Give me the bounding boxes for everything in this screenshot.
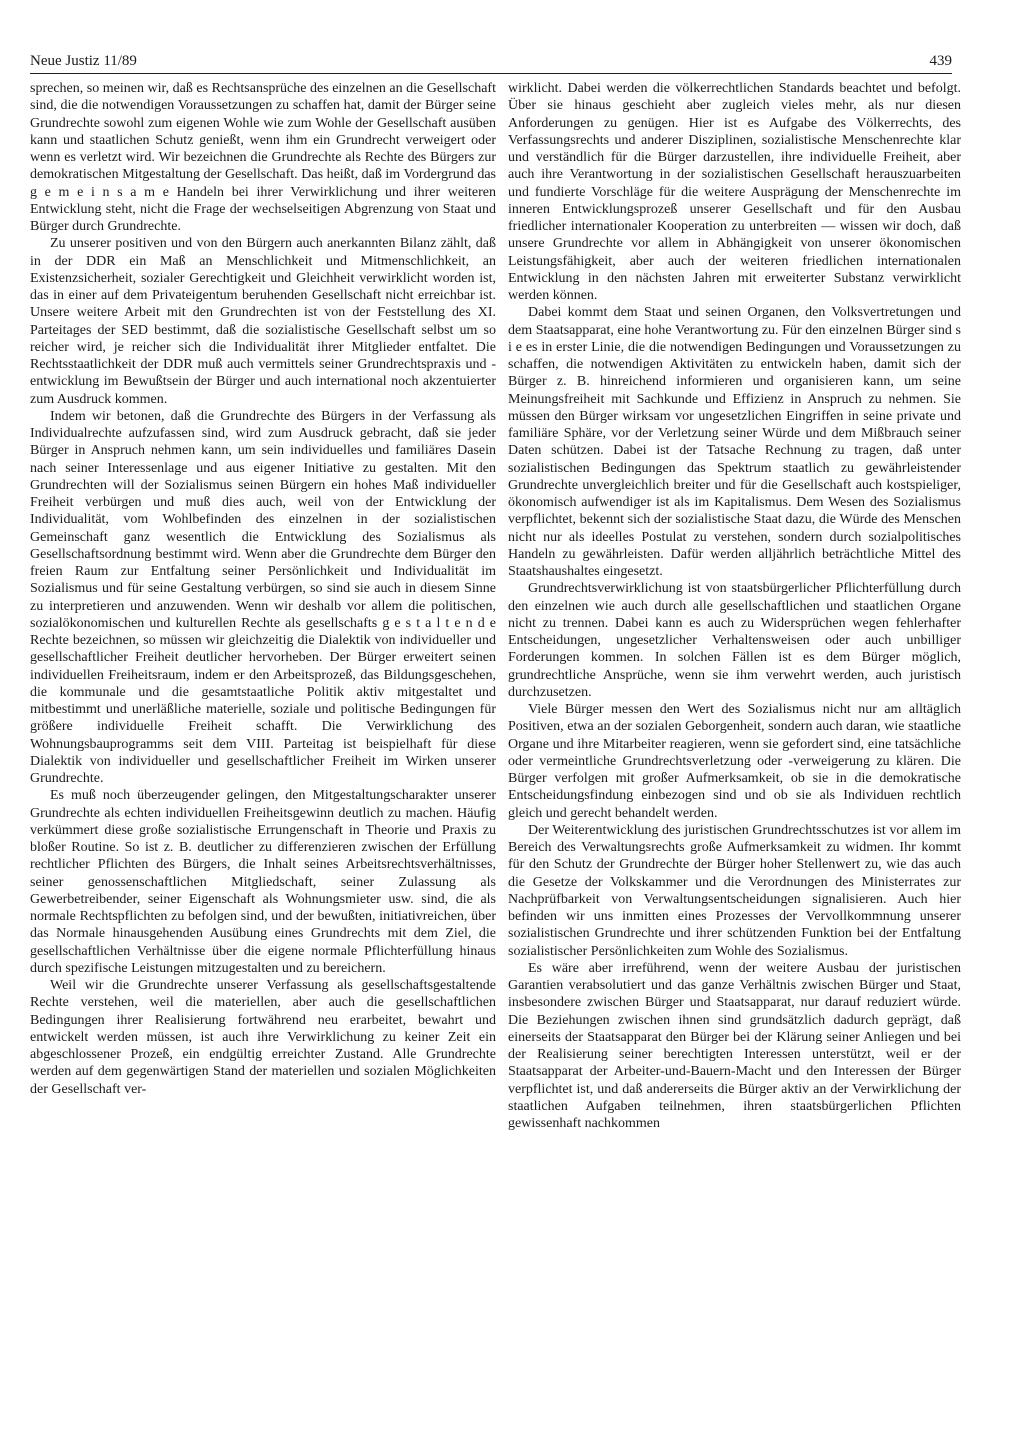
paragraph: Der Weiterentwicklung des juristischen Grundrechtsschutzes ist vor allem im Bereich des Verwaltungsrechts große Aufmerksamkeit zu widmen. Ihr kommt für den Schutz der Grundrechte der Bürger hoher Stellenwert zu, wie das auch die Gesetze der Volkskammer und die Verordnungen des Ministerrates zur Nachprüfbarkeit von Verwaltungsentscheidungen signalisieren. Auch hier befinden wir uns inmitten eines Prozesses der Vervollkommnung unserer sozialistischen Grundrechte und ihrer schützenden Funktion bei der Entfaltung sozialistischer Persönlichkeiten zum Wohle des Sozialismus. — [508, 822, 961, 959]
right-column — [508, 80, 961, 1132]
journal-title: Neue Justiz 11/89 — [30, 53, 137, 69]
left-column — [30, 80, 496, 1098]
paragraph: Viele Bürger messen den Wert des Sozialismus nicht nur am alltäglich Positiven, etwa an der sozialen Geborgenheit, sondern auch daran, wie staatliche Organe und ihre Mitarbeiter reagieren, wenn sie gefordert sind, eine tatsächliche oder vermeintliche Grundrechtsverletzung oder -verweigerung zu klären. Die Bürger verfolgen mit großer Aufmerksamkeit, ob sie in die demokratische Entscheidungsfindung einbezogen sind und ob sie als Individuen rechtlich gleich und gerecht behandelt werden. — [508, 702, 961, 821]
paragraph: Weil wir die Grundrechte unserer Verfassung als gesellschaftsgestaltende Rechte verstehen, weil die materiellen, aber auch die gesellschaftlichen Bedingungen ihrer Realisierung fortwährend neu erarbeitet, bewahrt und entwickelt werden müssen, ist auch ihre Verwirklichung zu keiner Zeit ein abgeschlossener Prozeß, ein endgültig erreichter Zustand. Alle Grundrechte werden auf dem gegenwärtigen Stand der materiellen und sozialen Möglichkeiten der Gesellschaft ver- — [30, 978, 496, 1097]
header-rule — [30, 73, 952, 74]
paragraph: Es wäre aber irreführend, wenn der weitere Ausbau der juristischen Garantien verabsolutiert und das ganze Verhältnis zwischen Bürger und Staat, insbesondere zwischen Bürger und Staatsapparat, nur darauf reduziert würde. Die Beziehungen zwischen ihnen sind grundsätzlich dadurch geprägt, daß einerseits der Staatsapparat den Bürger bei der Klärung seiner Anliegen und bei der Realisierung seiner berechtigten Interessen unterstützt, weil er der Staatsapparat der Arbeiter-und-Bauern-Macht und den Interessen der Bürger verpflichtet ist, und daß andererseits die Bürger aktiv an der Verwirklichung der staatlichen Aufgaben teilnehmen, ihren staatsbürgerlichen Pflichten gewissenhaft nachkommen — [508, 960, 961, 1131]
paragraph: Dabei kommt dem Staat und seinen Organen, den Volksvertretungen und dem Staatsapparat, eine hohe Verantwortung zu. Für den einzelnen Bürger sind s i e es in erster Linie, die die notwendigen Bedingungen und Voraussetzungen zu schaffen, die notwendigen Aktivitäten zu entwickeln haben, damit sich der Bürger z. B. hinreichend informieren und organisieren kann, um seine Meinungsfreiheit mit Sachkunde und Effizienz in Anspruch zu nehmen. Sie müssen den Bürger wirksam vor ungesetzlichen Eingriffen in seine private und familiäre Sphäre, vor der Verletzung seiner Würde und dem Mißbrauch seiner Daten schützen. Dabei ist der Tatsache Rechnung zu tragen, daß unter sozialistischen Bedingungen das Spektrum staatlich zu gewährleistender Grundrechte unvergleichlich breiter und für die Gesellschaft auch kostspieliger, ökonomisch aufwendiger ist als im Kapitalismus. Dem Wesen des Sozialismus verpflichtet, bekennt sich der sozialistische Staat dazu, die Würde des Menschen nicht nur als ideelles Postulat zu verstehen, sondern durch sozialpolitisches Handeln zu gewährleisten. Dafür werden alljährlich beträchtliche Mittel des Staatshaushaltes eingesetzt. — [508, 305, 961, 579]
paragraph: Indem wir betonen, daß die Grundrechte des Bürgers in der Verfassung als Individualrechte aufzufassen sind, wird zum Ausdruck gebracht, daß sie jeder Bürger in Anspruch nehmen kann, um sein individuelles und familiäres Dasein nach seiner Interessenlage und aus eigener Initiative zu gestalten. Mit den Grundrechten will der Sozialismus seinen Bürgern ein hohes Maß individueller Freiheit verbürgen und muß dies auch, weil von der Entwicklung der Individualität, vom Wohlbefinden des einzelnen in der sozialistischen Gemeinschaft ganz wesentlich die Entwicklung des Sozialismus als Gesellschaftsordnung bestimmt wird. Wenn aber die Grundrechte dem Bürger den freien Raum zur Entfaltung seiner Persönlichkeit und Individualität im Sozialismus und für seine Gestaltung verbürgen, so sind sie auch in diesem Sinne zu interpretieren und anzuwenden. Wenn wir deshalb vor allem die politischen, sozialökonomischen und kulturellen Rechte als gesellschafts g e s t a l t e n d e Rechte bezeichnen, so müssen wir gleichzeitig die Dialektik von individueller und gesellschaftlicher Freiheit deutlicher hervorheben. Der Bürger erweitert seinen individuellen Freiheitsraum, indem er den Arbeitsprozeß, das Bildungsgeschehen, die kommunale und die gesamtstaatliche Politik aktiv mitgestaltet und mitbestimmt und unerläßliche materielle, soziale und politische Bedingungen für größere individuelle Freiheit schafft. Die Verwirklichung des Wohnungsbauprogramms seit dem VIII. Parteitag ist beispielhaft für diese Dialektik von individueller und gesellschaftlicher Freiheit im Wirken unserer Grundrechte. — [30, 408, 496, 786]
paragraph: Zu unserer positiven und von den Bürgern auch anerkannten Bilanz zählt, daß in der DDR ein Maß an Menschlichkeit und Mitmenschlichkeit, an Existenzsicherheit, sozialer Gerechtigkeit und Gleichheit verwirklicht worden ist, das in einer auf dem Privateigentum beruhenden Gesellschaft nicht erreichbar ist. Unsere weitere Arbeit mit den Grundrechten ist von der Feststellung des XI. Parteitages der SED bestimmt, daß die sozialistische Gesellschaft selbst um so reicher wird, je reicher sich die Individualität ihrer Mitglieder entfaltet. Die Rechtsstaatlichkeit der DDR muß auch vermittels seiner Grundrechtspraxis und -entwicklung im Bewußtsein der Bürger und auch international noch akzentuierter zum Ausdruck kommen. — [30, 236, 496, 407]
page-number: 439 — [929, 53, 952, 69]
paragraph: sprechen, so meinen wir, daß es Rechtsansprüche des einzelnen an die Gesellschaft sind, die die notwendigen Voraussetzungen zu schaffen hat, damit der Bürger seine Grundrechte sowohl zum eigenen Wohle wie zum Wohle der Gesellschaft ausüben kann und staatlichen Schutz genießt, wenn ihm ein Grundrecht verweigert oder wenn es verletzt wird. Wir bezeichnen die Grundrechte als Rechte des Bürgers zur demokratischen Mitgestaltung der Gesellschaft. Das heißt, daß im Vordergrund das g e m e i n s a m e Handeln bei ihrer Verwirklichung und ihrer weiteren Entwicklung steht, nicht die Frage der wechselseitigen Abgrenzung von Staat und Bürger durch Grundrechte. — [30, 81, 496, 234]
paragraph: wirklicht. Dabei werden die völkerrechtlichen Standards beachtet und befolgt. Über sie hinaus geschieht aber zugleich vieles mehr, als nur diesen Anforderungen zu genügen. Hier ist es Aufgabe des Völkerrechts, des Verfassungsrechts und anderer Disziplinen, sozialistische Menschenrechte klar und verständlich für die Bürger darzustellen, ihre individuelle Freiheit, aber auch ihre Verantwortung in der sozialistischen Gesellschaft herauszuarbeiten und fundierte Vorschläge für die weitere Ausprägung der Menschenrechte im inneren Entwicklungsprozeß unserer Gesellschaft und für den Ausbau friedlicher internationaler Kooperation zu unterbreiten — wissen wir doch, daß unsere Grundrechte vor allem in Abhängigkeit von unserer ökonomischen Leistungsfähigkeit, aber auch der weiteren friedlichen internationalen Entwicklung in den nächsten Jahren mit erweiterter Substanz verwirklicht werden können. — [508, 81, 961, 303]
paragraph: Grundrechtsverwirklichung ist von staatsbürgerlicher Pflichterfüllung durch den einzelnen wie auch durch alle gesellschaftlichen und staatlichen Organe nicht zu trennen. Dabei kann es auch zu Widersprüchen wegen fehlerhafter Entscheidungen, ungesetzlicher Verhaltensweisen oder auch unbilliger Forderungen kommen. In solchen Fällen ist es dem Bürger möglich, grundrechtliche Ansprüche, wenn sie ihm verwehrt werden, auch juristisch durchzusetzen. — [508, 581, 961, 700]
page-header — [30, 50, 952, 72]
paragraph: Es muß noch überzeugender gelingen, den Mitgestaltungscharakter unserer Grundrechte als echten individuellen Freiheitsgewinn deutlich zu machen. Häufig verkümmert diese große sozialistische Errungenschaft in Theorie und Praxis zu bloßer Routine. So ist z. B. deutlicher zu differenzieren zwischen der Erfüllung rechtlicher Pflichten des Bürgers, die Inhalt seines Arbeitsrechtsverhältnisses, seiner genossenschaftlichen Mitgliedschaft, seiner Zulassung als Gewerbetreibender, seiner Eigenschaft als Wohnungsmieter usw. sind, die als normale Rechtspflichten zu befolgen sind, und der bewußten, initiativreichen, über das Normale hinausgehenden Ausübung eines Grundrechts mit dem Ziel, die gesellschaftlichen Verhältnisse über die eigene normale Pflichterfüllung hinaus durch spezifische Leistungen mitzugestalten und zu bereichern. — [30, 788, 496, 976]
